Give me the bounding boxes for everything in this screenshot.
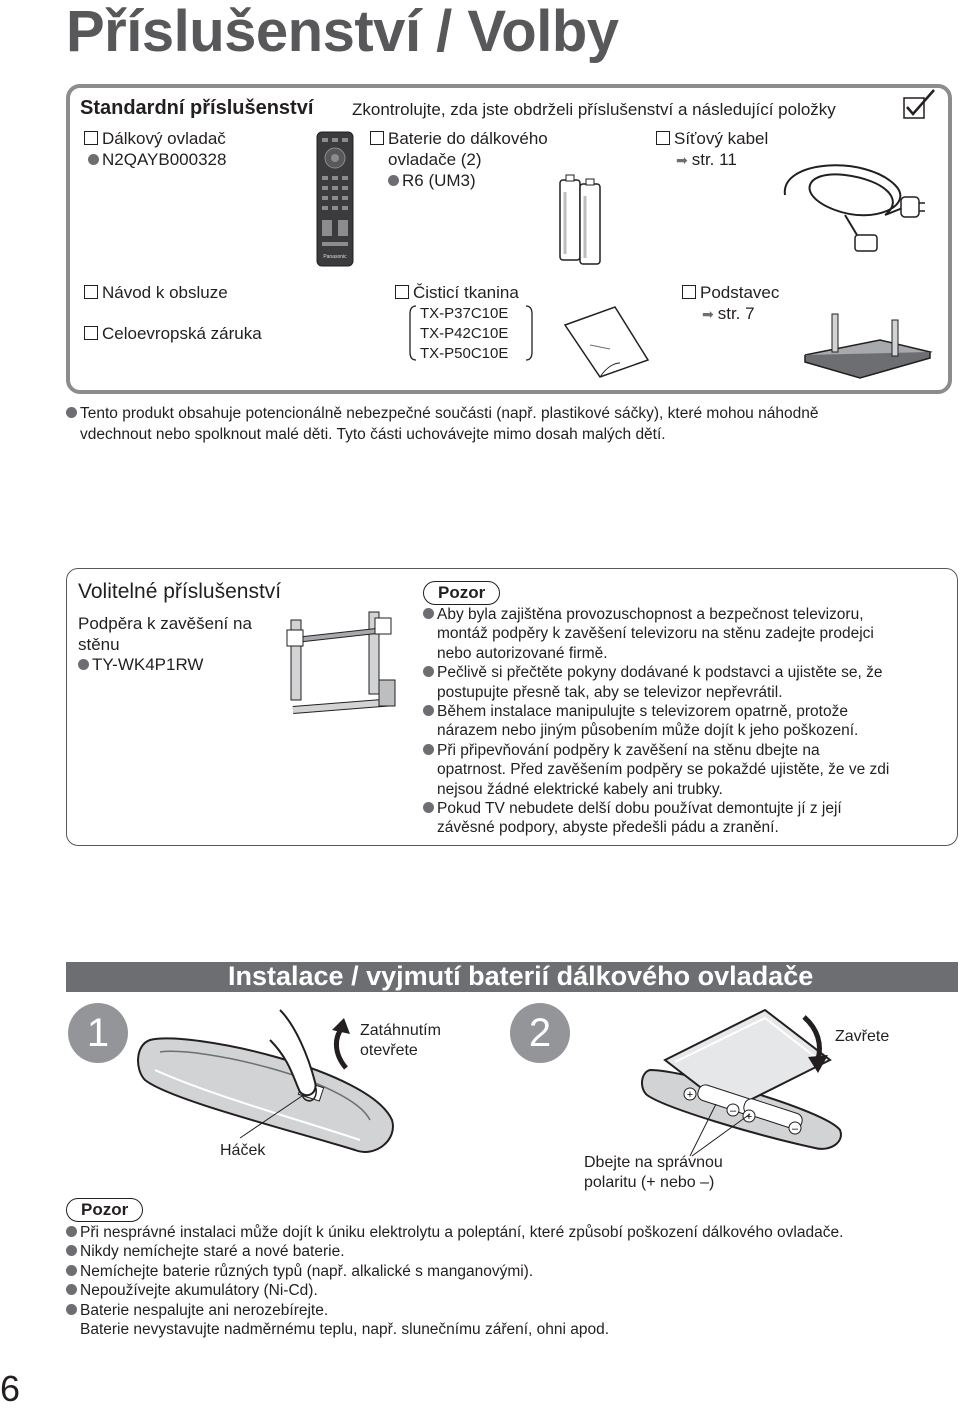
step-2-number: 2 (510, 1003, 570, 1063)
cloth-model: TX-P50C10E (420, 345, 509, 362)
cable-label: Síťový kabel (674, 129, 769, 148)
remote-model: N2QAYB000328 (102, 150, 227, 169)
warranty-item (84, 323, 262, 344)
plus-sign-text: + (686, 1089, 694, 1101)
cloth-model: TX-P42C10E (420, 325, 509, 342)
hook-label: Háček (220, 1142, 266, 1159)
cable-ref: str. 11 (691, 150, 737, 169)
battery-caution-item (66, 1223, 843, 1242)
cleaning-cloth-icon (560, 305, 652, 380)
battery-type: R6 (UM3) (402, 171, 476, 190)
caution-text: Během instalace manipulujte s televizorem opatrně, protože (437, 703, 848, 721)
bullet-icon (423, 666, 434, 677)
standard-accessories-heading: Standardní příslušenství (80, 97, 314, 119)
cloth-item (395, 282, 519, 303)
checkbox-icon (370, 131, 384, 145)
manual-item (84, 282, 228, 303)
caution-text: Pokud TV nebudete delší dobu používat demontujte jí z její (437, 800, 842, 818)
caution-text: nebo autorizované firmě. (437, 644, 608, 662)
power-cable-icon (775, 155, 925, 265)
caution-bullet (423, 663, 889, 682)
plus-sign-text: + (745, 1111, 753, 1123)
caution-badge: Pozor (66, 1198, 143, 1222)
checkbox-icon (84, 326, 98, 340)
optional-caution-label (423, 581, 500, 605)
bullet-icon (66, 1245, 77, 1256)
battery-type-line (388, 170, 476, 191)
caution-text: Nepoužívejte akumulátory (Ni-Cd). (80, 1282, 318, 1300)
wall-bracket-label-2: stěnu (78, 635, 120, 654)
bullet-icon (423, 802, 434, 813)
remote-item (84, 128, 226, 149)
battery-caution-item (66, 1281, 843, 1300)
wall-bracket-icon (285, 610, 403, 730)
minus-sign-text: – (729, 1105, 737, 1117)
optional-caution-list (423, 605, 889, 838)
battery-label-1: Baterie do dálkového (388, 129, 548, 148)
caution-text: Baterie nevystavujte nadměrnému teplu, např. slunečnímu záření, ohni apod. (80, 1321, 610, 1339)
bullet-icon (66, 1304, 77, 1315)
arrow-right-icon: ➡ (676, 152, 688, 168)
caution-text: závěsné podpory, abyste předešli pádu a zranění. (437, 819, 779, 837)
tv-stand-icon (800, 310, 935, 380)
stand-label: Podstavec (700, 283, 780, 302)
stand-ref: str. 7 (717, 304, 755, 323)
cable-item (656, 128, 768, 149)
hook-leader-line (230, 1092, 310, 1142)
caution-bullet (423, 605, 889, 624)
caution-text: opatrnost. Před zavěšením podpěry se pokaždé ujistěte, že ve zdi (437, 761, 890, 779)
bullet-icon (423, 608, 434, 619)
battery-item (370, 128, 548, 149)
battery-label-2: ovladače (2) (388, 150, 482, 169)
bullet-icon (66, 407, 77, 418)
warranty-label: Celoevropská záruka (102, 324, 262, 343)
caution-text: Při nesprávné instalaci může dojít k úniku elektrolytu a poleptání, které způsobí poškození dálkového ovladače. (80, 1224, 844, 1241)
bullet-icon (78, 659, 89, 670)
checkbox-icon (682, 285, 696, 299)
batteries-icon (556, 170, 606, 265)
bullet-icon (66, 1265, 77, 1276)
checkbox-icon (395, 285, 409, 299)
wall-bracket-model-line (78, 654, 203, 675)
curved-arrow-down-icon (800, 1015, 832, 1075)
caution-text: Nemíchejte baterie různých typů (např. alkalické s manganovými). (80, 1262, 534, 1280)
polarity-leader-lines (680, 1100, 760, 1160)
cable-ref-line (676, 149, 737, 171)
caution-text: Aby byla zajištěna provozuschopnost a bezpečnost televizoru, (437, 606, 864, 623)
remote-control-icon (315, 130, 355, 270)
cloth-models (420, 304, 508, 364)
bullet-icon (88, 154, 99, 165)
caution-bullet (423, 702, 889, 721)
caution-bullet (423, 799, 889, 818)
curved-arrow-up-icon (328, 1018, 356, 1070)
safety-note-text: Tento produkt obsahuje potencionálně nebezpečné součásti (např. plastikové sáčky), které mohou náhodně (80, 405, 819, 422)
caution-text: nejsou žádné elektrické kabely ani trubky. (437, 780, 723, 798)
remote-model-line (88, 149, 226, 170)
caution-text: Při připevňování podpěry k zavěšení na stěnu dbejte na (437, 741, 820, 759)
bullet-icon (388, 175, 399, 186)
caution-text: Nikdy nemíchejte staré a nové baterie. (80, 1243, 345, 1261)
remote-label: Dálkový ovladač (102, 129, 226, 148)
wall-bracket-model: TY-WK4P1RW (92, 655, 204, 674)
optional-accessories-heading: Volitelné příslušenství (78, 580, 282, 603)
check-box-icon (902, 88, 936, 120)
polarity-text-1: Dbejte na správnou (584, 1154, 723, 1171)
caution-text: Baterie nespalujte ani nerozebírejte. (80, 1301, 329, 1319)
step-1-text-1: Zatáhnutím (360, 1022, 441, 1039)
caution-text: postupujte přesně tak, aby se televizor nepřevrátil. (437, 683, 783, 701)
checkbox-icon (656, 131, 670, 145)
remote-brand-text: Panasonic (323, 254, 347, 260)
minus-sign-text: – (791, 1123, 799, 1135)
bullet-icon (423, 744, 434, 755)
caution-badge: Pozor (423, 581, 500, 605)
arrow-right-icon: ➡ (702, 306, 714, 322)
polarity-text-2: polaritu (+ nebo –) (584, 1174, 715, 1191)
stand-ref-line (702, 303, 755, 325)
caution-text: nárazem nebo jiným působením může dojít k jeho poškození. (437, 722, 859, 740)
caution-text: montáž podpěry k zavěšení televizoru na stěnu zadejte prodejci (437, 625, 874, 643)
cloth-label: Čisticí tkanina (413, 283, 519, 302)
safety-note-line-2: vdechnout nebo spolknout malé děti. Tyto části uchovávejte mimo dosah malých dětí. (80, 426, 666, 443)
battery-caution-label (66, 1198, 143, 1222)
battery-caution-item (66, 1262, 843, 1281)
standard-accessories-intro: Zkontrolujte, zda jste obdrželi příslušenství a následující položky (352, 100, 836, 119)
battery-install-heading: Instalace / vyjmutí baterií dálkového ovladače (228, 961, 814, 991)
checkbox-icon (84, 131, 98, 145)
step-1-text-2: otevřete (360, 1042, 418, 1059)
step-2-text: Zavřete (835, 1028, 890, 1045)
step-1-number: 1 (68, 1003, 128, 1063)
bullet-icon (66, 1226, 77, 1237)
page-title: Příslušenství / Volby (66, 0, 619, 64)
manual-label: Návod k obsluze (102, 283, 228, 302)
safety-note-line-1 (66, 403, 818, 424)
checkbox-icon (84, 285, 98, 299)
battery-caution-list (66, 1223, 843, 1339)
wall-bracket-label-1: Podpěra k zavěšení na (78, 614, 252, 633)
page-number: 6 (0, 1368, 21, 1409)
bullet-icon (66, 1284, 77, 1295)
cloth-model: TX-P37C10E (420, 305, 509, 322)
battery-caution-item (66, 1242, 843, 1261)
caution-bullet (423, 741, 889, 760)
bullet-icon (423, 705, 434, 716)
caution-text: Pečlivě si přečtěte pokyny dodávané k podstavci a ujistěte se, že (437, 664, 883, 682)
stand-item (682, 282, 779, 303)
battery-caution-item (66, 1301, 843, 1320)
